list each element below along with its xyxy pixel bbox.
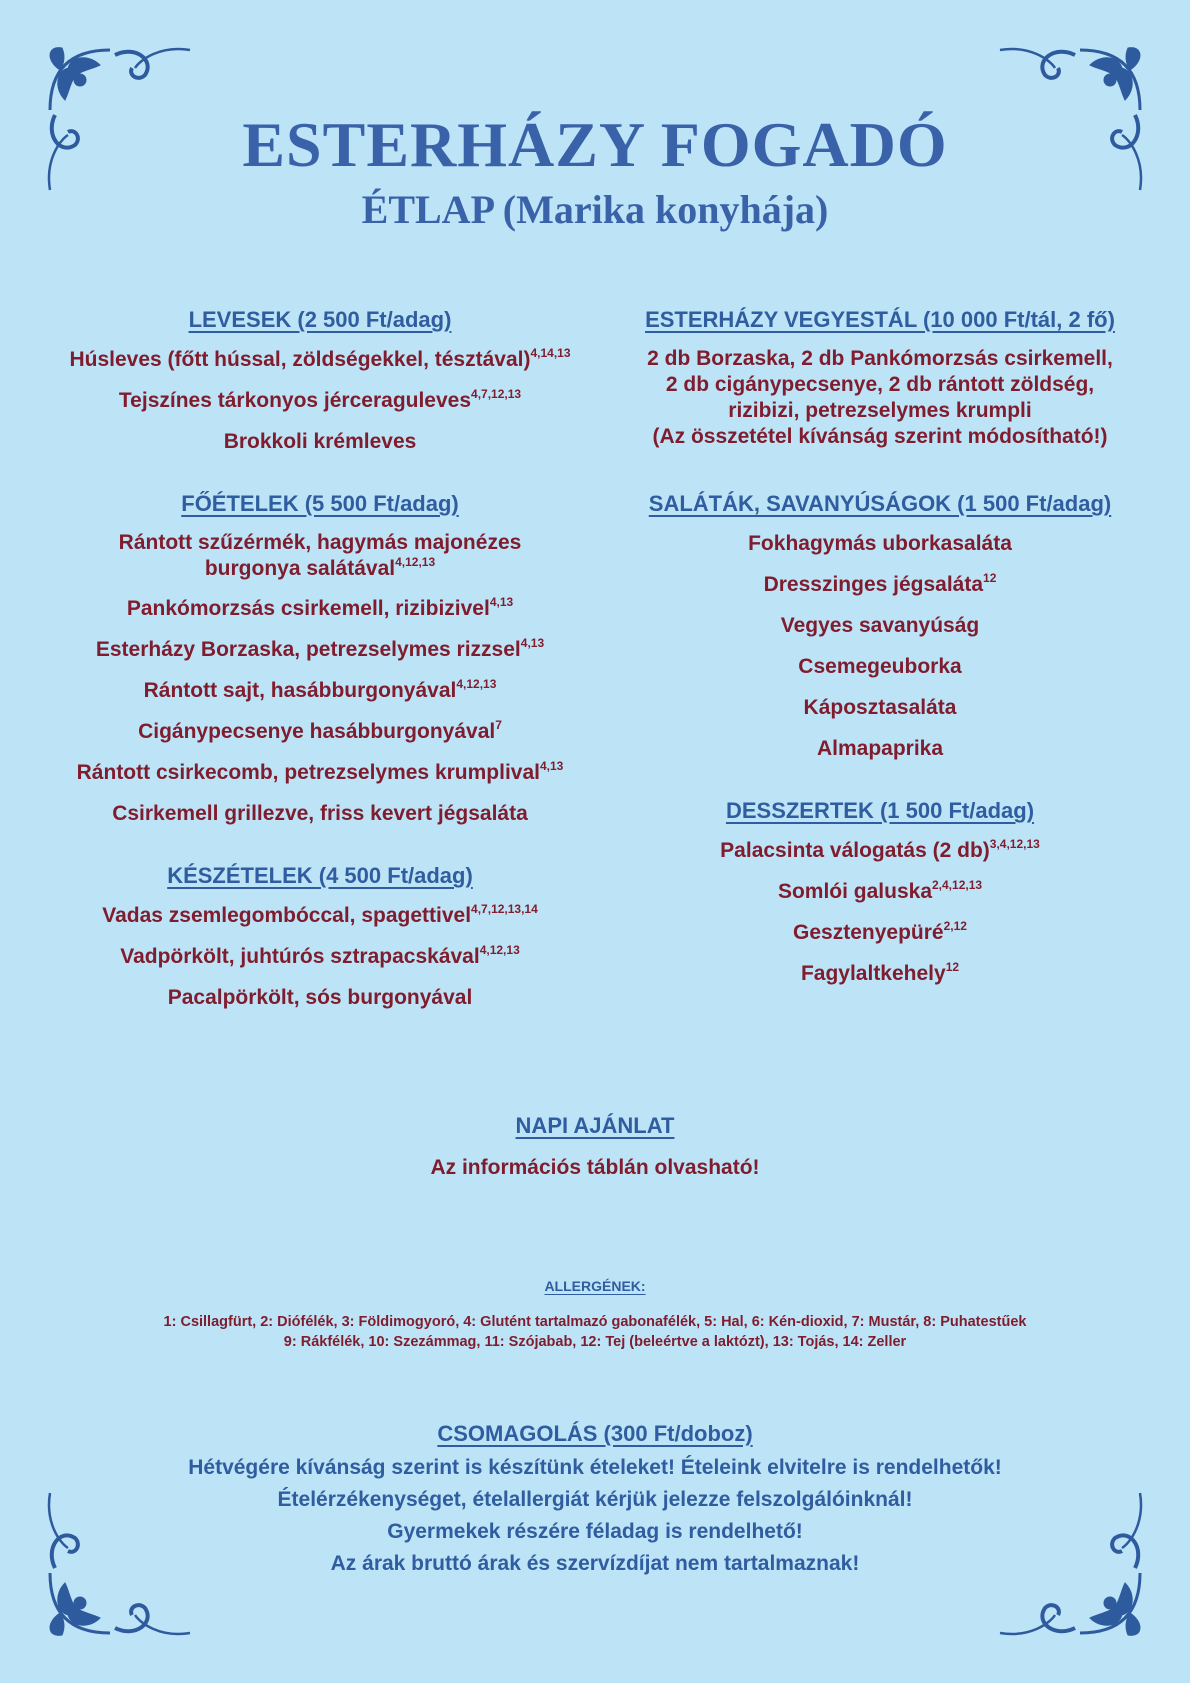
menu-item xyxy=(40,428,600,456)
section-title: SALÁTÁK, SAVANYÚSÁGOK (1 500 Ft/adag) xyxy=(648,491,1112,516)
menu-item-name: Húsleves (főtt hússal, zöldségekkel, tésztával) xyxy=(69,348,531,371)
menu-item xyxy=(600,878,1160,906)
allergen-codes: 4,12,13 xyxy=(479,943,520,957)
platter-line: 2 db cigánypecsenye, 2 db rántott zöldség, xyxy=(665,373,1095,396)
menu-item-name: Almapaprika xyxy=(816,737,944,760)
menu-item-name: Rántott csirkecomb, petrezselymes krumplival xyxy=(76,761,540,784)
allergen-line: 1: Csillagfürt, 2: Diófélék, 3: Földimogyoró, 4: Glutént tartalmazó gabonafélék, 5: Hal, 6: Kén-dioxid, 7: Mustár, 8: Puhatestűek xyxy=(163,1314,1027,1330)
section-title: ESTERHÁZY VEGYESTÁL (10 000 Ft/tál, 2 fő) xyxy=(645,307,1115,332)
menu-item xyxy=(600,571,1160,599)
allergen-codes: 7 xyxy=(495,718,502,732)
section-vegyestal xyxy=(600,306,1160,450)
menu-item xyxy=(40,984,600,1012)
menu-item xyxy=(40,387,600,415)
allergen-line: 9: Rákfélék, 10: Szezámmag, 11: Szójabab, 12: Tej (beleértve a laktózt), 13: Tojás, 14: Zeller xyxy=(283,1334,907,1350)
menu-item xyxy=(40,636,600,664)
section-title: DESSZERTEK (1 500 Ft/adag) xyxy=(725,798,1035,823)
menu-item xyxy=(600,530,1160,558)
menu-item-name: Brokkoli krémleves xyxy=(223,430,417,453)
allergen-codes: 2,12 xyxy=(943,919,967,933)
menu-item-name: Fokhagymás uborkasaláta xyxy=(748,532,1012,555)
menu-item xyxy=(600,837,1160,865)
menu-item xyxy=(600,735,1160,763)
section-title: FŐÉTELEK (5 500 Ft/adag) xyxy=(181,491,459,516)
menu-item-name: Gesztenyepüré xyxy=(793,921,944,944)
info-line: Hétvégére kívánság szerint is készítünk ételeket! Ételeink elvitelre is rendelhetők! xyxy=(188,1456,1002,1479)
allergen-codes: 12 xyxy=(945,960,960,974)
menu-item xyxy=(40,718,600,746)
allergen-codes: 4,12,13 xyxy=(456,677,497,691)
allergen-codes: 4,13 xyxy=(520,636,545,650)
section-title: NAPI AJÁNLAT xyxy=(515,1113,675,1138)
menu-item-name: Cigánypecsenye hasábburgonyával xyxy=(138,720,496,743)
section-csomagolas xyxy=(0,1420,1190,1580)
info-line: Ételérzékenységet, ételallergiát kérjük jelezze felszolgálóinknál! xyxy=(277,1488,913,1511)
info-line: Gyermekek részére féladag is rendelhető! xyxy=(387,1520,803,1543)
menu-item xyxy=(40,677,600,705)
menu-item-name: Tejszínes tárkonyos jérceraguleves xyxy=(118,389,472,412)
allergen-codes: 4,7,12,13,14 xyxy=(471,902,538,916)
info-line: Az árak bruttó árak és szervízdíjat nem tartalmaznak! xyxy=(330,1552,860,1575)
right-column xyxy=(600,306,1160,1014)
allergen-legend xyxy=(0,1278,1190,1352)
section-keszetelek xyxy=(40,862,600,1012)
menu-item-name: Csemegeuborka xyxy=(798,655,962,678)
menu-item-name: Fagylaltkehely xyxy=(800,962,946,985)
menu-item xyxy=(40,800,600,828)
allergen-codes: 4,13 xyxy=(539,759,564,773)
allergen-codes: 3,4,12,13 xyxy=(989,837,1040,851)
menu-item xyxy=(40,902,600,930)
menu-item xyxy=(40,943,600,971)
section-napi-ajanlat xyxy=(0,1112,1190,1195)
allergen-codes: 2,4,12,13 xyxy=(932,878,983,892)
allergen-codes: 4,7,12,13 xyxy=(471,387,522,401)
menu-item xyxy=(40,530,600,582)
menu-item-name: Somlói galuska xyxy=(777,880,932,903)
allergen-codes: 4,12,13 xyxy=(395,555,436,569)
page-title: ESTERHÁZY FOGADÓ xyxy=(242,109,948,180)
menu-item-name: Vadpörkölt, juhtúrós sztrapacskával xyxy=(120,945,480,968)
section-title: CSOMAGOLÁS (300 Ft/doboz) xyxy=(437,1421,753,1446)
section-salatak xyxy=(600,490,1160,763)
platter-line: (Az összetétel kívánság szerint módosítható!) xyxy=(652,425,1108,448)
menu-item-name: Pacalpörkölt, sós burgonyával xyxy=(167,986,473,1009)
left-column xyxy=(40,306,600,1038)
page-subtitle: ÉTLAP (Marika konyhája) xyxy=(361,187,829,232)
platter-description xyxy=(600,346,1160,450)
menu-item-name: Palacsinta válogatás (2 db) xyxy=(720,839,990,862)
allergen-title: ALLERGÉNEK: xyxy=(544,1278,646,1294)
menu-item xyxy=(600,919,1160,947)
menu-item-name: burgonya salátával xyxy=(204,557,396,580)
menu-item-name: Dresszinges jégsaláta xyxy=(763,573,984,596)
menu-item-name: Vegyes savanyúság xyxy=(780,614,980,637)
menu-item-name: Pankómorzsás csirkemell, rizibizivel xyxy=(126,597,490,620)
menu-item xyxy=(40,346,600,374)
platter-line: 2 db Borzaska, 2 db Pankómorzsás csirkemell, xyxy=(647,347,1113,370)
menu-item-name: Csirkemell grillezve, friss kevert jégsaláta xyxy=(112,802,528,825)
menu-item xyxy=(40,595,600,623)
menu-item xyxy=(40,759,600,787)
menu-item xyxy=(600,653,1160,681)
menu-item xyxy=(600,960,1160,988)
section-title: KÉSZÉTELEK (4 500 Ft/adag) xyxy=(167,863,473,888)
platter-line: rizibizi, petrezselymes krumpli xyxy=(728,399,1032,422)
allergen-codes: 4,14,13 xyxy=(530,346,571,360)
menu-item-name: Káposztasaláta xyxy=(803,696,957,719)
allergen-codes: 4,13 xyxy=(489,595,514,609)
section-levesek xyxy=(40,306,600,456)
menu-item xyxy=(600,694,1160,722)
menu-item-name: Vadas zsemlegombóccal, spagettivel xyxy=(102,904,472,927)
allergen-codes: 12 xyxy=(983,571,997,585)
menu-item-name: Rántott sajt, hasábburgonyával xyxy=(143,679,457,702)
section-title: LEVESEK (2 500 Ft/adag) xyxy=(188,307,452,332)
menu-item xyxy=(600,612,1160,640)
section-foetelek xyxy=(40,490,600,828)
section-desszertek xyxy=(600,797,1160,988)
menu-item-name: Rántott szűzérmék, hagymás majonézes xyxy=(118,531,522,554)
daily-offer-text: Az információs táblán olvasható! xyxy=(430,1156,760,1179)
menu-item-name: Esterházy Borzaska, petrezselymes rizzsel xyxy=(95,638,521,661)
